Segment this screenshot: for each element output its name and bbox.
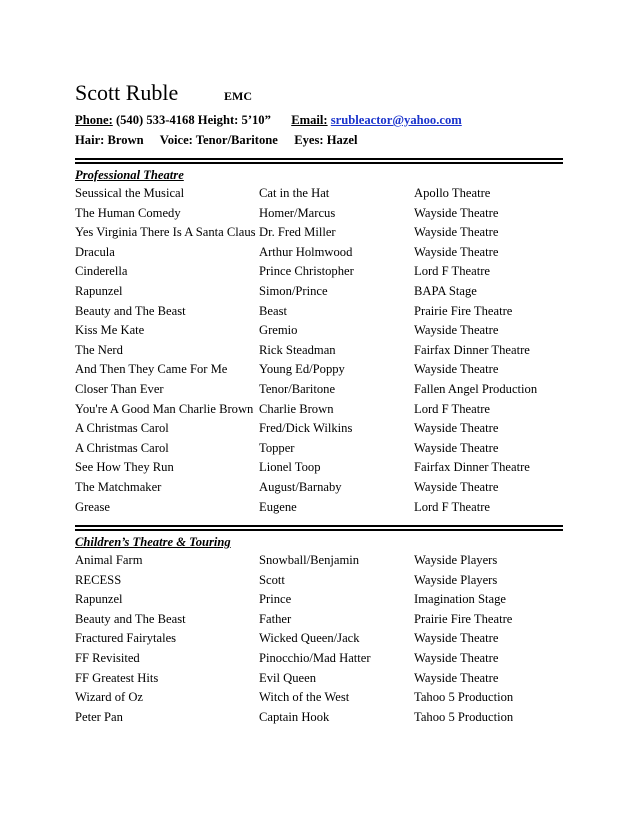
show-title: See How They Run (75, 460, 174, 475)
show-title: Cinderella (75, 264, 128, 279)
credit-row (75, 360, 563, 380)
credit-row (75, 400, 563, 420)
role: August/Barnaby (259, 479, 342, 494)
height-text: Height: 5’10” (197, 113, 271, 127)
credit-row (75, 321, 563, 341)
show-title: RECESS (75, 572, 122, 587)
credit-row (75, 610, 563, 630)
company: Lord F Theatre (414, 264, 491, 279)
show-title: FF Revisited (75, 651, 140, 666)
show-title: And Then They Came For Me (75, 362, 228, 377)
credit-row (75, 498, 563, 518)
role: Rick Steadman (259, 342, 336, 357)
role: Fred/Dick Wilkins (259, 421, 353, 436)
credit-row (75, 223, 563, 243)
role: Beast (259, 303, 287, 318)
voice-text: Voice: Tenor/Baritone (159, 133, 278, 147)
show-title: FF Greatest Hits (75, 670, 159, 685)
company: Wayside Theatre (414, 362, 499, 377)
role: Evil Queen (259, 670, 317, 685)
company: Wayside Players (414, 572, 498, 587)
role: Wicked Queen/Jack (259, 631, 360, 646)
role: Charlie Brown (259, 401, 334, 416)
credit-row (75, 708, 563, 728)
show-title: The Matchmaker (75, 479, 162, 494)
credit-row (75, 649, 563, 669)
credit-row (75, 439, 563, 459)
role: Simon/Prince (259, 283, 328, 298)
credit-row (75, 262, 563, 282)
section-title: Professional Theatre (75, 168, 184, 182)
company: Fallen Angel Production (414, 381, 538, 396)
show-title: You're A Good Man Charlie Brown (75, 401, 254, 416)
company: Tahoo 5 Production (414, 709, 514, 724)
role: Tenor/Baritone (259, 381, 336, 396)
company: Fairfax Dinner Theatre (414, 460, 530, 475)
show-title: Dracula (75, 244, 115, 259)
show-title: The Nerd (75, 342, 123, 357)
company: Wayside Theatre (414, 244, 499, 259)
credit-row (75, 551, 563, 571)
show-title: Rapunzel (75, 283, 123, 298)
company: Lord F Theatre (414, 499, 491, 514)
company: Wayside Theatre (414, 323, 499, 338)
credit-row (75, 669, 563, 689)
credit-row (75, 590, 563, 610)
role: Topper (259, 440, 295, 455)
contact-line (75, 110, 563, 130)
company: Lord F Theatre (414, 401, 491, 416)
role: Homer/Marcus (259, 205, 336, 220)
company: Wayside Theatre (414, 631, 499, 646)
show-title: Wizard of Oz (75, 690, 144, 705)
company: Wayside Theatre (414, 225, 499, 240)
company: Wayside Players (414, 553, 498, 568)
union-status: EMC (224, 89, 252, 103)
credits-sections (75, 153, 563, 727)
company: Tahoo 5 Production (414, 690, 514, 705)
company: Prairie Fire Theatre (414, 303, 513, 318)
show-title: Beauty and The Beast (75, 303, 186, 318)
company: Wayside Theatre (414, 670, 499, 685)
role: Father (259, 611, 292, 626)
hair-text: Hair: Brown (75, 133, 144, 147)
role: Eugene (259, 499, 297, 514)
company: Fairfax Dinner Theatre (414, 342, 530, 357)
show-title: Closer Than Ever (75, 381, 164, 396)
role: Gremio (259, 323, 298, 338)
credit-row (75, 688, 563, 708)
role: Pinocchio/Mad Hatter (259, 651, 371, 666)
role: Dr. Fred Miller (259, 225, 336, 240)
credit-row (75, 282, 563, 302)
role: Prince (259, 592, 292, 607)
show-title: Animal Farm (75, 553, 143, 568)
role: Witch of the West (259, 690, 350, 705)
show-title: A Christmas Carol (75, 421, 169, 436)
show-title: The Human Comedy (75, 205, 181, 220)
email-link[interactable]: srubleactor@yahoo.com (330, 113, 462, 127)
company: BAPA Stage (414, 283, 477, 298)
show-title: A Christmas Carol (75, 440, 169, 455)
role: Scott (259, 572, 285, 587)
company: Apollo Theatre (414, 186, 491, 200)
credit-row (75, 629, 563, 649)
role: Cat in the Hat (259, 186, 330, 200)
company: Prairie Fire Theatre (414, 611, 513, 626)
company: Wayside Theatre (414, 651, 499, 666)
show-title: Grease (75, 499, 110, 514)
role: Lionel Toop (259, 460, 321, 475)
credit-row (75, 458, 563, 478)
credit-row (75, 204, 563, 224)
attributes-line (75, 130, 563, 150)
show-title: Seussical the Musical (75, 186, 185, 200)
credit-row (75, 243, 563, 263)
company: Wayside Theatre (414, 205, 499, 220)
show-title: Kiss Me Kate (75, 323, 145, 338)
role: Young Ed/Poppy (259, 362, 345, 377)
role: Captain Hook (259, 709, 330, 724)
role: Prince Christopher (259, 264, 354, 279)
role: Arthur Holmwood (259, 244, 353, 259)
phone-value: (540) 533-4168 (115, 113, 195, 127)
show-title: Rapunzel (75, 592, 123, 607)
name-line (75, 78, 563, 110)
show-title: Fractured Fairytales (75, 631, 177, 646)
section-divider (75, 520, 563, 534)
resume-page (75, 78, 563, 727)
credit-row (75, 571, 563, 591)
credit-row (75, 302, 563, 322)
company: Wayside Theatre (414, 440, 499, 455)
show-title: Yes Virginia There Is A Santa Claus (75, 225, 256, 240)
credit-row (75, 184, 563, 204)
company: Imagination Stage (414, 592, 506, 607)
credit-row (75, 341, 563, 361)
phone-label: Phone: (75, 113, 113, 127)
role: Snowball/Benjamin (259, 553, 360, 568)
credit-row (75, 478, 563, 498)
company: Wayside Theatre (414, 479, 499, 494)
section-divider (75, 153, 563, 167)
actor-name: Scott Ruble (75, 80, 179, 105)
credit-row (75, 380, 563, 400)
eyes-text: Eyes: Hazel (294, 133, 358, 147)
email-label: Email: (291, 113, 328, 127)
credit-row (75, 419, 563, 439)
section-title: Children’s Theatre & Touring (75, 535, 231, 550)
show-title: Peter Pan (75, 709, 123, 724)
company: Wayside Theatre (414, 421, 499, 436)
show-title: Beauty and The Beast (75, 611, 186, 626)
